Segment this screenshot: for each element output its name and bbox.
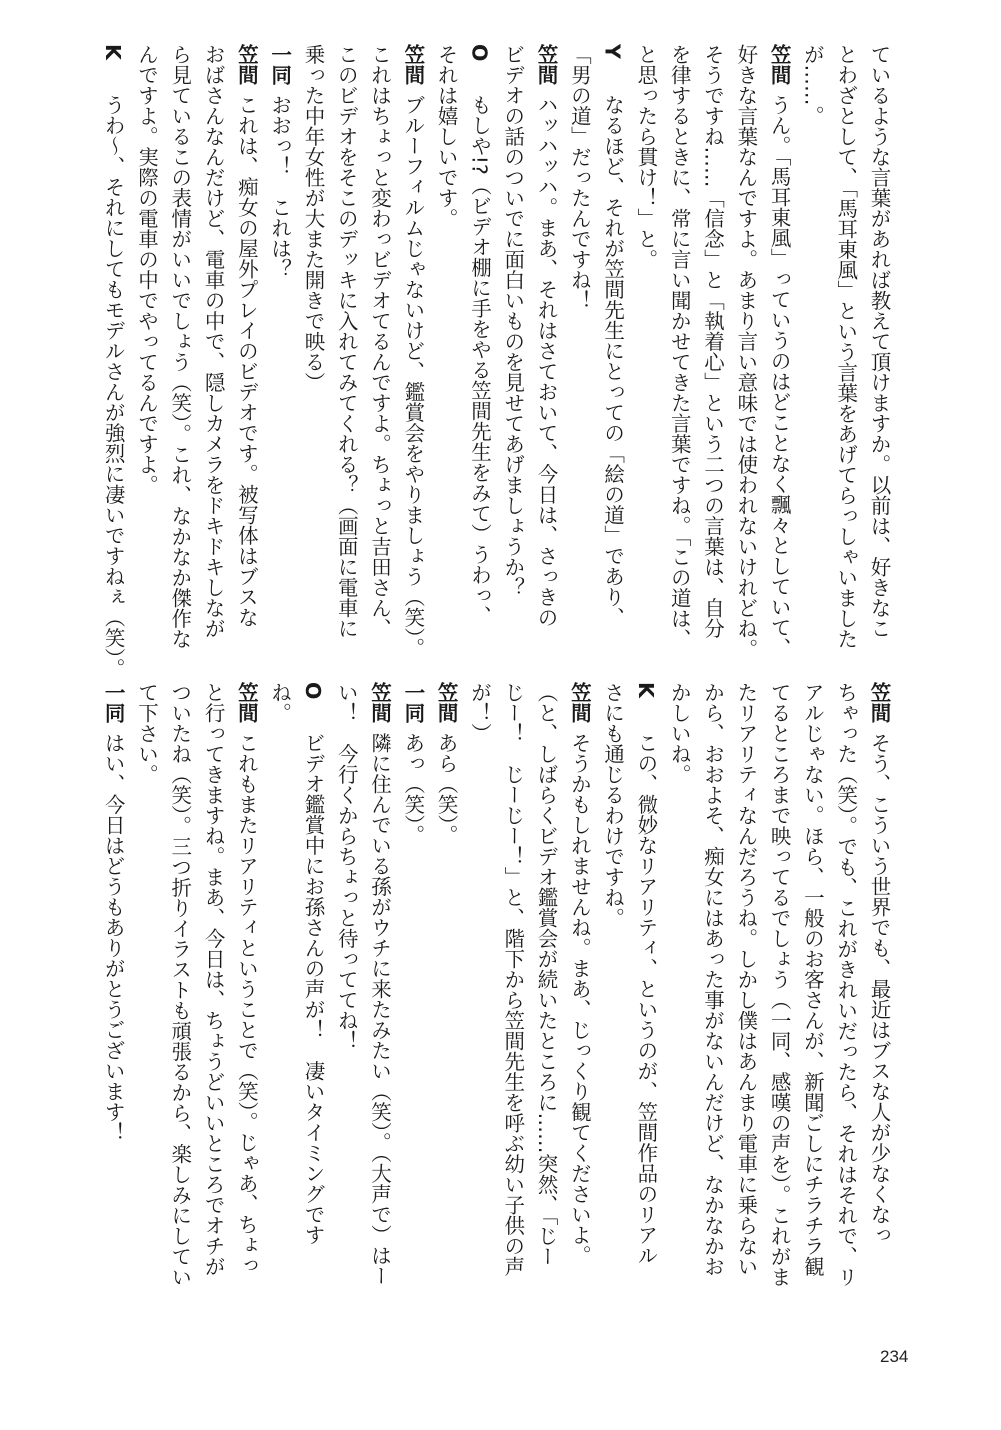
text-line <box>595 682 628 1272</box>
dialogue-line <box>96 682 129 1272</box>
text-line <box>662 682 695 1272</box>
dialogue-line <box>595 44 628 654</box>
line-text: これはちょっと変わっビデオてるんですよ。ちょっと吉田さん、 <box>367 44 392 639</box>
text-line <box>828 682 861 1287</box>
line-text: さにも通じるわけですね。 <box>600 682 625 928</box>
line-text: ね。 <box>267 682 292 723</box>
dialogue-line <box>229 44 262 654</box>
line-text: （と、しばらくビデオ鑑賞会が続いたところに……突然、「じー <box>534 682 559 1267</box>
text-line <box>762 682 795 1287</box>
text-line <box>629 44 662 654</box>
text-line <box>129 682 162 1272</box>
line-text: このビデオをそこのデッキに入れてみてくれる？（画面に電車に <box>334 44 359 639</box>
line-text: から、おおよそ、痴女にはあった事がないんだけど、なかなかお <box>700 682 725 1277</box>
dialogue-line <box>762 44 795 658</box>
text-line <box>462 682 495 1272</box>
speaker-label: 一同 <box>101 682 126 723</box>
speaker-label: 笠間 <box>400 44 425 85</box>
line-text: 「男の道」だったんですね！ <box>567 44 592 311</box>
speaker-label: 笠間 <box>567 682 592 723</box>
text-line <box>695 44 728 654</box>
text-line <box>828 44 861 654</box>
text-line <box>795 44 828 654</box>
dialogue-line <box>262 44 295 654</box>
speaker-label: O <box>467 44 492 62</box>
speaker-label: 笠間 <box>234 44 259 85</box>
dialogue-line <box>296 682 329 1272</box>
speaker-label: Y <box>600 44 625 59</box>
line-text: ついたね（笑）。三つ折りイラストも頑張るから、楽しみにしてい <box>167 682 192 1287</box>
line-text: てるところまで映ってるでしょう（一同、感嘆の声を）。これがま <box>767 682 792 1287</box>
dialogue-line <box>229 682 262 1276</box>
page-number: 234 <box>880 1347 909 1366</box>
speaker-label: 笠間 <box>767 44 792 85</box>
line-text: アルじゃない。ほら、一般のお客さんが、新聞ごしにチラチラ観 <box>800 682 825 1277</box>
line-text: もしや!?（ビデオ棚に手をやる笠間先生をみて）うわっ、 <box>467 94 492 626</box>
line-text: はい、今日はどうもありがとうございます！ <box>101 732 126 1143</box>
line-text: それは嬉しいです。 <box>434 44 459 229</box>
line-text: ハッハッハ。まあ、それはさておいて、今日は、さっきの <box>534 94 559 628</box>
line-text: じー！ じーじー！」と、階下から笠間先生を呼ぶ幼い子供の声 <box>500 682 525 1277</box>
interview-text-lower <box>100 682 895 1287</box>
text-line <box>862 44 895 654</box>
line-text: ビデオの話のついでに面白いものを見せてあげましょうか？ <box>500 44 525 598</box>
text-line <box>162 682 195 1287</box>
line-text: とわざとして、「馬耳東風」という言葉をあげてらっしゃいました <box>833 44 858 649</box>
text-line <box>662 44 695 654</box>
dialogue-line <box>462 44 495 654</box>
line-text: ら見ているこの表情がいいでしょう（笑）。これ、なかなか傑作な <box>167 44 192 649</box>
text-line <box>495 682 528 1277</box>
speaker-label: 笠間 <box>367 682 392 723</box>
text-line <box>196 682 229 1277</box>
text-line <box>362 44 395 654</box>
text-line <box>729 44 762 659</box>
line-text: うわ～、それにしてもモデルさんが強烈に凄いですねぇ（笑）。 <box>101 94 126 679</box>
speaker-label: O <box>300 682 325 700</box>
text-line <box>695 682 728 1277</box>
line-text: て下さい。 <box>134 682 159 785</box>
speaker-label: 笠間 <box>534 44 559 85</box>
line-text: おばさんなんだけど、電車の中で、隠しカメラをドキドキしなが <box>201 44 226 639</box>
text-line <box>562 44 595 654</box>
line-text: これは、痴女の屋外プレイのビデオです。被写体はブスな <box>234 94 259 628</box>
line-text: なるほど、それが笠間先生にとっての「絵の道」であり、 <box>600 94 625 628</box>
line-text: を律するときに、常に言い聞かせてきた言葉ですね。「この道は、 <box>667 44 692 649</box>
text-line <box>795 682 828 1277</box>
line-text: この、微妙なリアリティ、というのが、笠間作品のリアル <box>633 732 658 1266</box>
line-text: 好きな言葉なんですよ。あまり言い意味では使われないけれどね。 <box>733 44 758 659</box>
speaker-label: K <box>633 682 658 698</box>
speaker-label: 笠間 <box>234 682 259 723</box>
text-line <box>529 682 562 1272</box>
line-text: たリアリティなんだろうね。しかし僕はあんまり電車に乗らない <box>733 682 758 1277</box>
text-line <box>329 44 362 654</box>
dialogue-line <box>429 682 462 1272</box>
line-text: これもまたリアリティということで（笑）。じゃあ、ちょっ <box>234 732 259 1276</box>
line-text: が……。 <box>800 44 825 126</box>
line-text: ブルーフィルムじゃないけど、鑑賞会をやりましょう（笑）。 <box>400 94 425 658</box>
line-text: そうかもしれませんね。まあ、じっくり観てくださいよ。 <box>567 732 592 1266</box>
dialogue-line <box>96 44 129 679</box>
text-line <box>262 682 295 1272</box>
dialogue-line <box>396 682 429 1272</box>
line-text: が！） <box>467 682 492 744</box>
speaker-label: 笠間 <box>434 682 459 723</box>
line-text: ているような言葉があれば教えて頂けますか。以前は、好きなこ <box>867 44 891 639</box>
speaker-label: 一同 <box>267 44 292 85</box>
dialogue-line <box>862 682 895 1272</box>
text-line <box>429 44 462 654</box>
dialogue-line <box>562 682 595 1272</box>
line-text: と思ったら貫け！」と。 <box>633 44 658 270</box>
line-text: そうですね……「信念」と「執着心」という二つの言葉は、自分 <box>700 44 725 639</box>
dialogue-line <box>629 682 662 1272</box>
line-text: そう、こういう世界でも、最近はブスな人が少なくなっ <box>867 732 891 1245</box>
speaker-label: K <box>101 44 126 60</box>
text-line <box>729 682 762 1277</box>
line-text: あっ（笑）。 <box>400 732 425 845</box>
dialogue-line <box>396 44 429 658</box>
text-line <box>162 44 195 654</box>
line-text: と行ってきますね。まあ、今日は、ちょうどいいところでオチが <box>201 682 226 1277</box>
interview-text-upper <box>100 44 895 679</box>
line-text: ちゃった（笑）。でも、これがきれいだったら、それはそれで、リ <box>833 682 858 1287</box>
line-text: うん。「馬耳東風」っていうのはどことなく飄々としていて、 <box>767 94 792 658</box>
text-line <box>329 682 362 1272</box>
line-text: ビデオ鑑賞中にお孫さんの声が！ 凄いタイミングです <box>300 732 325 1245</box>
dialogue-line <box>362 682 395 1286</box>
text-line <box>495 44 528 654</box>
line-text: 隣に住んでいる孫がウチに来たみたい（笑）。（大声で）はー <box>367 732 392 1286</box>
line-text: 乗った中年女性が大また開きで映る） <box>300 44 325 393</box>
line-text: あら（笑）。 <box>434 732 459 845</box>
text-line <box>129 44 162 654</box>
dialogue-line <box>529 44 562 654</box>
text-line <box>196 44 229 654</box>
speaker-label: 笠間 <box>867 682 891 723</box>
line-text: んですよ。実際の電車の中でやってるんですよ。 <box>134 44 159 495</box>
text-line <box>296 44 329 654</box>
line-text: い！ 今行くからちょっと待っててね！ <box>334 682 359 1051</box>
line-text: おおっ！ これは？ <box>267 94 292 279</box>
speaker-label: 一同 <box>400 682 425 723</box>
line-text: かしいね。 <box>667 682 692 785</box>
